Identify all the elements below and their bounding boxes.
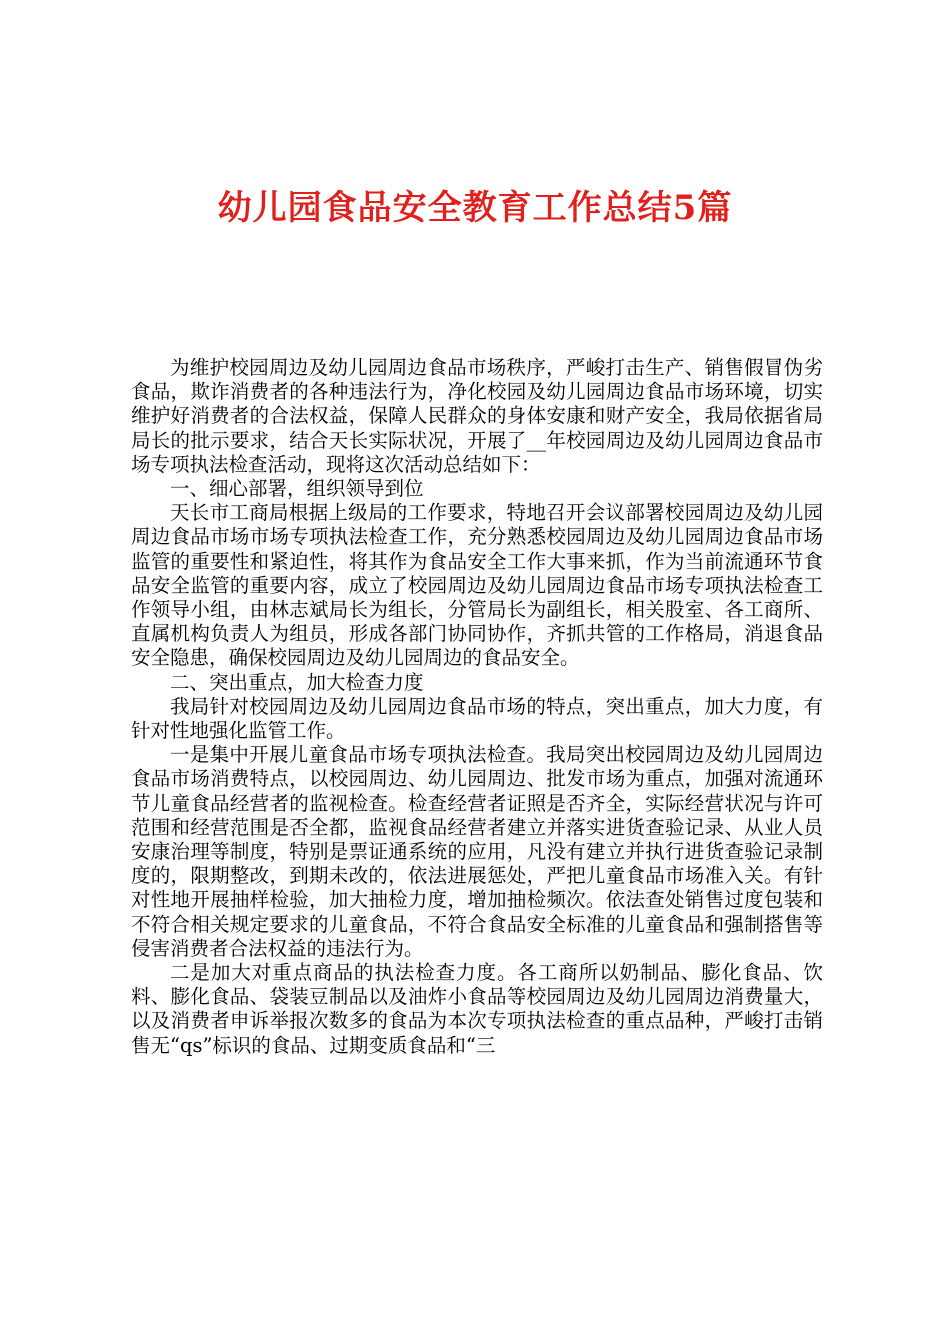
section-2-intro-paragraph: 我局针对校园周边及幼儿园周边食品市场的特点，突出重点，加大力度，有针对性地强化监管工作。 xyxy=(131,694,823,743)
section-2-item-1-paragraph: 一是集中开展儿童食品市场专项执法检查。我局突出校园周边及幼儿园周边食品市场消费特点，以校园周边、幼儿园周边、批发市场为重点，加强对流通环节儿童食品经营者的监视检查。检查经营者证照是否齐全，实际经营状况与许可范围和经营范围是否全都，监视食品经营者建立并落实进货查验记录、从业人员安康治理等制度，特别是票证通系统的应用，凡没有建立并执行进货查验记录制度的，限期整改，到期未改的，依法进展惩处，严把儿童食品市场准入关。有针对性地开展抽样检验，加大抽检力度，增加抽检频次。依法查处销售过度包装和不符合相关规定要求的儿童食品，不符合食品安全标准的儿童食品和强制搭售等侵害消费者合法权益的违法行为。 xyxy=(131,743,823,960)
section-heading-2: 二、突出重点，加大检查力度 xyxy=(170,670,424,694)
document-body xyxy=(131,356,823,1058)
section-heading-1: 一、细心部署，组织领导到位 xyxy=(170,477,424,501)
section-1-paragraph: 天长市工商局根据上级局的工作要求，特地召开会议部署校园周边及幼儿园周边食品市场市场专项执法检查工作，充分熟悉校园周边及幼儿园周边食品市场监管的重要性和紧迫性，将其作为食品安全工作大事来抓，作为当前流通环节食品安全监管的重要内容，成立了校园周边及幼儿园周边食品市场专项执法检查工作领导小组，由林志斌局长为组长，分管局长为副组长，相关股室、各工商所、直属机构负责人为组员，形成各部门协同协作，齐抓共管的工作格局，消退食品安全隐患，确保校园周边及幼儿园周边的食品安全。 xyxy=(131,501,823,670)
section-2-item-2-paragraph: 二是加大对重点商品的执法检查力度。各工商所以奶制品、膨化食品、饮料、膨化食品、袋装豆制品以及油炸小食品等校园周边及幼儿园周边消费量大，以及消费者申诉举报次数多的食品为本次专项执法检查的重点品种，严峻打击销售无“qs”标识的食品、过期变质食品和“三 xyxy=(131,961,823,1057)
document-title: 幼儿园食品安全教育工作总结5篇 xyxy=(217,188,733,228)
intro-paragraph: 为维护校园周边及幼儿园周边食品市场秩序，严峻打击生产、销售假冒伪劣食品，欺诈消费者的各种违法行为，净化校园及幼儿园周边食品市场环境，切实维护好消费者的合法权益，保障人民群众的身体安康和财产安全，我局依据省局局长的批示要求，结合天长实际状况，开展了__年校园周边及幼儿园周边食品市场专项执法检查活动，现将这次活动总结如下： xyxy=(131,356,823,476)
